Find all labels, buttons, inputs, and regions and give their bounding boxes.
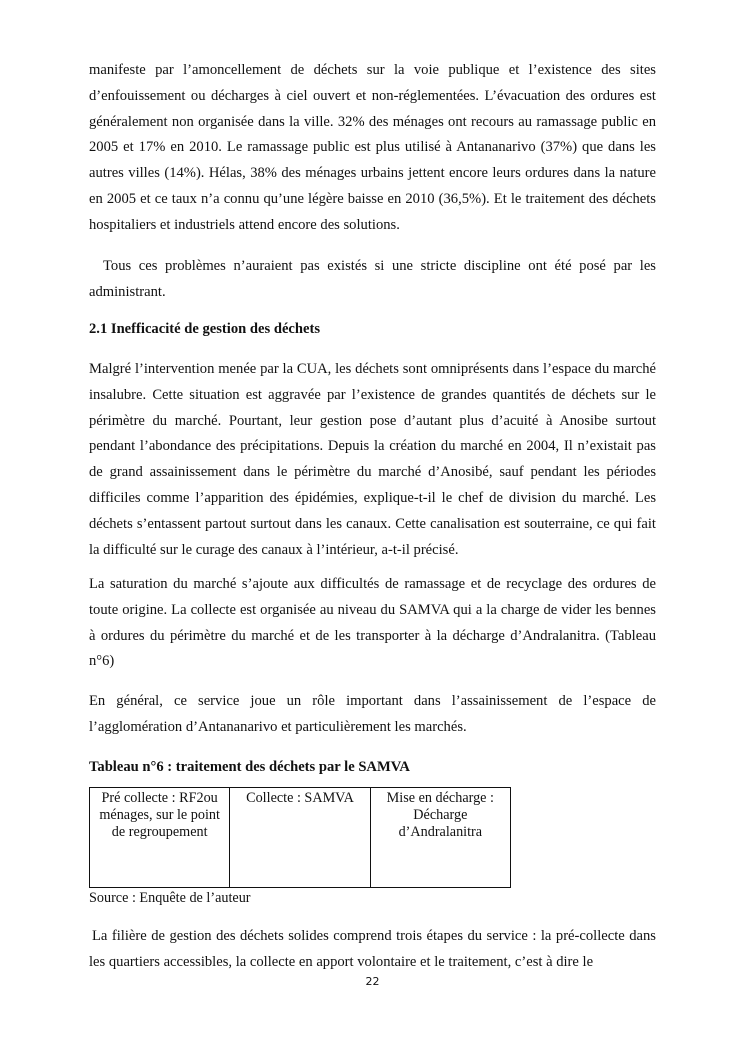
table-cell-collecte: Collecte : SAMVA [230,788,370,888]
paragraph-waste-chain: La filière de gestion des déchets solides comprend trois étapes du service : la pré-collecte dans les quartiers accessibles, la collecte en apport volontaire et le traitement, c’est à dire le [89,928,656,970]
table-cell-pre-collecte: Pré collecte : RF2ou ménages, sur le point de regroupement [90,788,230,888]
samva-treatment-table [89,787,511,888]
paragraph-market-saturation: La saturation du marché s’ajoute aux difficultés de ramassage et de recyclage des ordures de toute origine. La collecte est organisée au niveau du SAMVA qui a la charge de vider les bennes à ordures du périmètre du marché et de les transporter à la décharge d’Andralanitra. (Tableau n°6) [89,576,656,670]
paragraph-waste-evacuation: manifeste par l’amoncellement de déchets sur la voie publique et l’existence des sites d’enfouissement ou décharges à ciel ouvert et non-réglementées. L’évacuation des ordures est généralement non organisée dans la ville. 32% des ménages ont recours au ramassage public en 2005 et 17% en 2010. Le ramassage public est plus utilisé à Antananarivo (37%) que dans les autres villes (14%). Hélas, 38% des ménages urbains jettent encore leurs ordures dans la nature en 2005 et ce taux n’a connu qu’une légère baisse en 2010 (36,5%). Et le traitement des déchets hospitaliers et industriels attend encore des solutions. [89,62,656,233]
table-caption: Tableau n°6 : traitement des déchets par le SAMVA [89,759,410,775]
paragraph-discipline: Tous ces problèmes n’auraient pas existés si une stricte discipline ont été posé par les administrant. [89,258,656,300]
section-heading: 2.1 Inefficacité de gestion des déchets [89,321,321,337]
table-source: Source : Enquête de l’auteur [89,890,251,906]
table-row [90,788,511,888]
paragraph-service-role: En général, ce service joue un rôle important dans l’assainissement de l’espace de l’agglomération d’Antananarivo et particulièrement les marchés. [89,693,656,735]
page-number: 22 [365,975,380,988]
paragraph-market-waste: Malgré l’intervention menée par la CUA, les déchets sont omniprésents dans l’espace du marché insalubre. Cette situation est aggravée par l’existence de grandes quantités de déchets sur le périmètre du marché. Pourtant, leur gestion pose d’autant plus d’acuité à Anosibe surtout pendant l’abondance des précipitations. Depuis la création du marché en 2004, Il n’existait pas de grand assainissement dans le périmètre du marché d’Anosibé, sauf pendant les périodes difficiles comme l’apparition des épidémies, explique-t-il le chef de division du marché. Les déchets s’entassent partout surtout dans les canaux. Cette canalisation est souterraine, ce qui fait la difficulté sur le curage des canaux à l’intérieur, a-t-il précisé. [89,361,656,558]
table-cell-mise-en-decharge: Mise en décharge : Décharge d’Andralanitra [370,788,510,888]
